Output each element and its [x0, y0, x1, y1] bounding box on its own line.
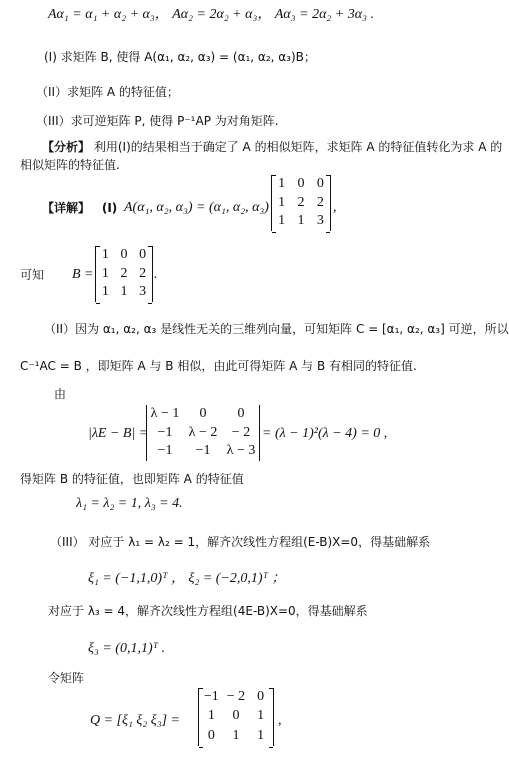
part-3-text: （III） 对应于 λ₁ = λ₂ = 1，解齐次线性方程组(E-B)X=0，得基础解系: [50, 535, 431, 549]
detail-label: 【详解】: [42, 201, 91, 215]
matrix-cell: 3: [139, 284, 147, 300]
matrix-cell: 1: [101, 247, 109, 262]
matrix-cell: 1: [101, 284, 109, 300]
matrix-cell: 1: [278, 194, 286, 210]
matrix-cell: 0: [120, 247, 128, 262]
matrix-cell: 1: [257, 727, 265, 743]
matrix-cell: 2: [316, 194, 324, 210]
matrix-cell: 0: [316, 176, 324, 191]
eigen-values: λ₁ = λ₂ = 1, λ₃ = 4.: [76, 496, 183, 511]
part-2-text: （II）因为 α₁, α₂, α₃ 是线性无关的三维列向量，可知矩阵 C = [α₁, α₂, α₃] 可逆，所以: [44, 322, 509, 336]
b-tail: .: [154, 267, 158, 282]
kezhi-label: 可知: [20, 268, 45, 282]
part-2-line-2: C⁻¹AC = B ，即矩阵 A 与 B 相似，由此可得矩阵 A 与 B 有相同的特征值.: [20, 359, 417, 373]
matrix-cell: − 2: [231, 424, 251, 440]
equation-line-1: Aα₁ = α₁ + α₂ + α₃， Aα₂ = 2α₂ + α₃， Aα₃ = 2α₂ + 3α₃ .: [48, 7, 374, 22]
matrix-cell: 1: [101, 265, 109, 281]
analysis-paragraph: [42, 138, 502, 156]
matrix-cell: λ − 3: [226, 443, 256, 459]
question-part-1: (I) 求矩阵 B, 使得 A(α₁, α₂, α₃) = (α₁, α₂, α₃)B；: [44, 50, 316, 64]
you-label: 由: [54, 387, 67, 401]
matrix-cell: 0: [232, 708, 240, 724]
q-tail: ,: [278, 713, 282, 728]
question-part-3: （III）求可逆矩阵 P, 使得 P⁻¹AP 为对角矩阵.: [36, 114, 279, 128]
matrix-m1: [271, 175, 331, 231]
matrix-b: [95, 246, 153, 302]
det-lhs: |λE − B| =: [88, 426, 149, 441]
q-equals: Q = [ξ₁ ξ₂ ξ₃] =: [90, 713, 180, 728]
question-part-2: （II）求矩阵 A 的特征值；: [36, 85, 179, 99]
xi-3: ξ₃ = (0,1,1)ᵀ .: [88, 641, 166, 656]
matrix-det: [146, 405, 260, 461]
matrix-cell: − 2: [226, 689, 246, 704]
det-rhs: = (λ − 1)²(λ − 4) = 0 ,: [262, 426, 388, 441]
matrix-cell: 1: [232, 727, 240, 743]
analysis-label: 【分析】: [42, 140, 91, 154]
matrix-cell: 2: [297, 194, 305, 210]
matrix-cell: λ − 1: [150, 406, 180, 421]
matrix-cell: −1: [195, 443, 211, 459]
xi-1-2: ξ₁ = (−1,1,0)ᵀ ， ξ₂ = (−2,0,1)ᵀ ；: [88, 571, 286, 586]
matrix-cell: 1: [297, 213, 305, 229]
matrix-cell: −1: [157, 424, 173, 440]
b-equals: B =: [72, 267, 94, 282]
matrix-cell: 3: [316, 213, 324, 229]
detail-part-label: (I): [101, 201, 118, 215]
matrix-cell: 0: [199, 406, 207, 421]
detail-equation: A(α₁, α₂, α₃) = (α₁, α₂, α₃): [124, 200, 269, 215]
matrix-cell: −1: [157, 443, 173, 459]
matrix-cell: −1: [203, 689, 219, 704]
matrix-cell: 0: [139, 247, 147, 262]
matrix-cell: 1: [207, 708, 215, 724]
matrix-cell: 1: [120, 284, 128, 300]
part-3-text-2: 对应于 λ₃ = 4，解齐次线性方程组(4E-B)X=0，得基础解系: [48, 604, 368, 618]
matrix-cell: 0: [257, 689, 265, 704]
matrix-cell: λ − 2: [188, 424, 218, 440]
matrix-cell: 2: [139, 265, 147, 281]
matrix-cell: 1: [278, 176, 286, 191]
matrix-q: [198, 688, 274, 746]
detail-equation-tail: ,: [333, 200, 337, 215]
analysis-text: 利用(I)的结果相当于确定了 A 的相似矩阵，求矩阵 A 的特征值转化为求 A 的: [93, 140, 503, 154]
matrix-cell: 0: [297, 176, 305, 191]
matrix-cell: 0: [207, 727, 215, 743]
analysis-text-line-2: 相似矩阵的特征值.: [20, 158, 120, 172]
matrix-cell: 2: [120, 265, 128, 281]
ling-label: 令矩阵: [48, 671, 85, 685]
eigen-text: 得矩阵 B 的特征值，也即矩阵 A 的特征值: [20, 472, 244, 486]
matrix-cell: 0: [237, 406, 245, 421]
matrix-cell: 1: [257, 708, 265, 724]
detail-header: [42, 199, 117, 217]
matrix-cell: 1: [278, 213, 286, 229]
